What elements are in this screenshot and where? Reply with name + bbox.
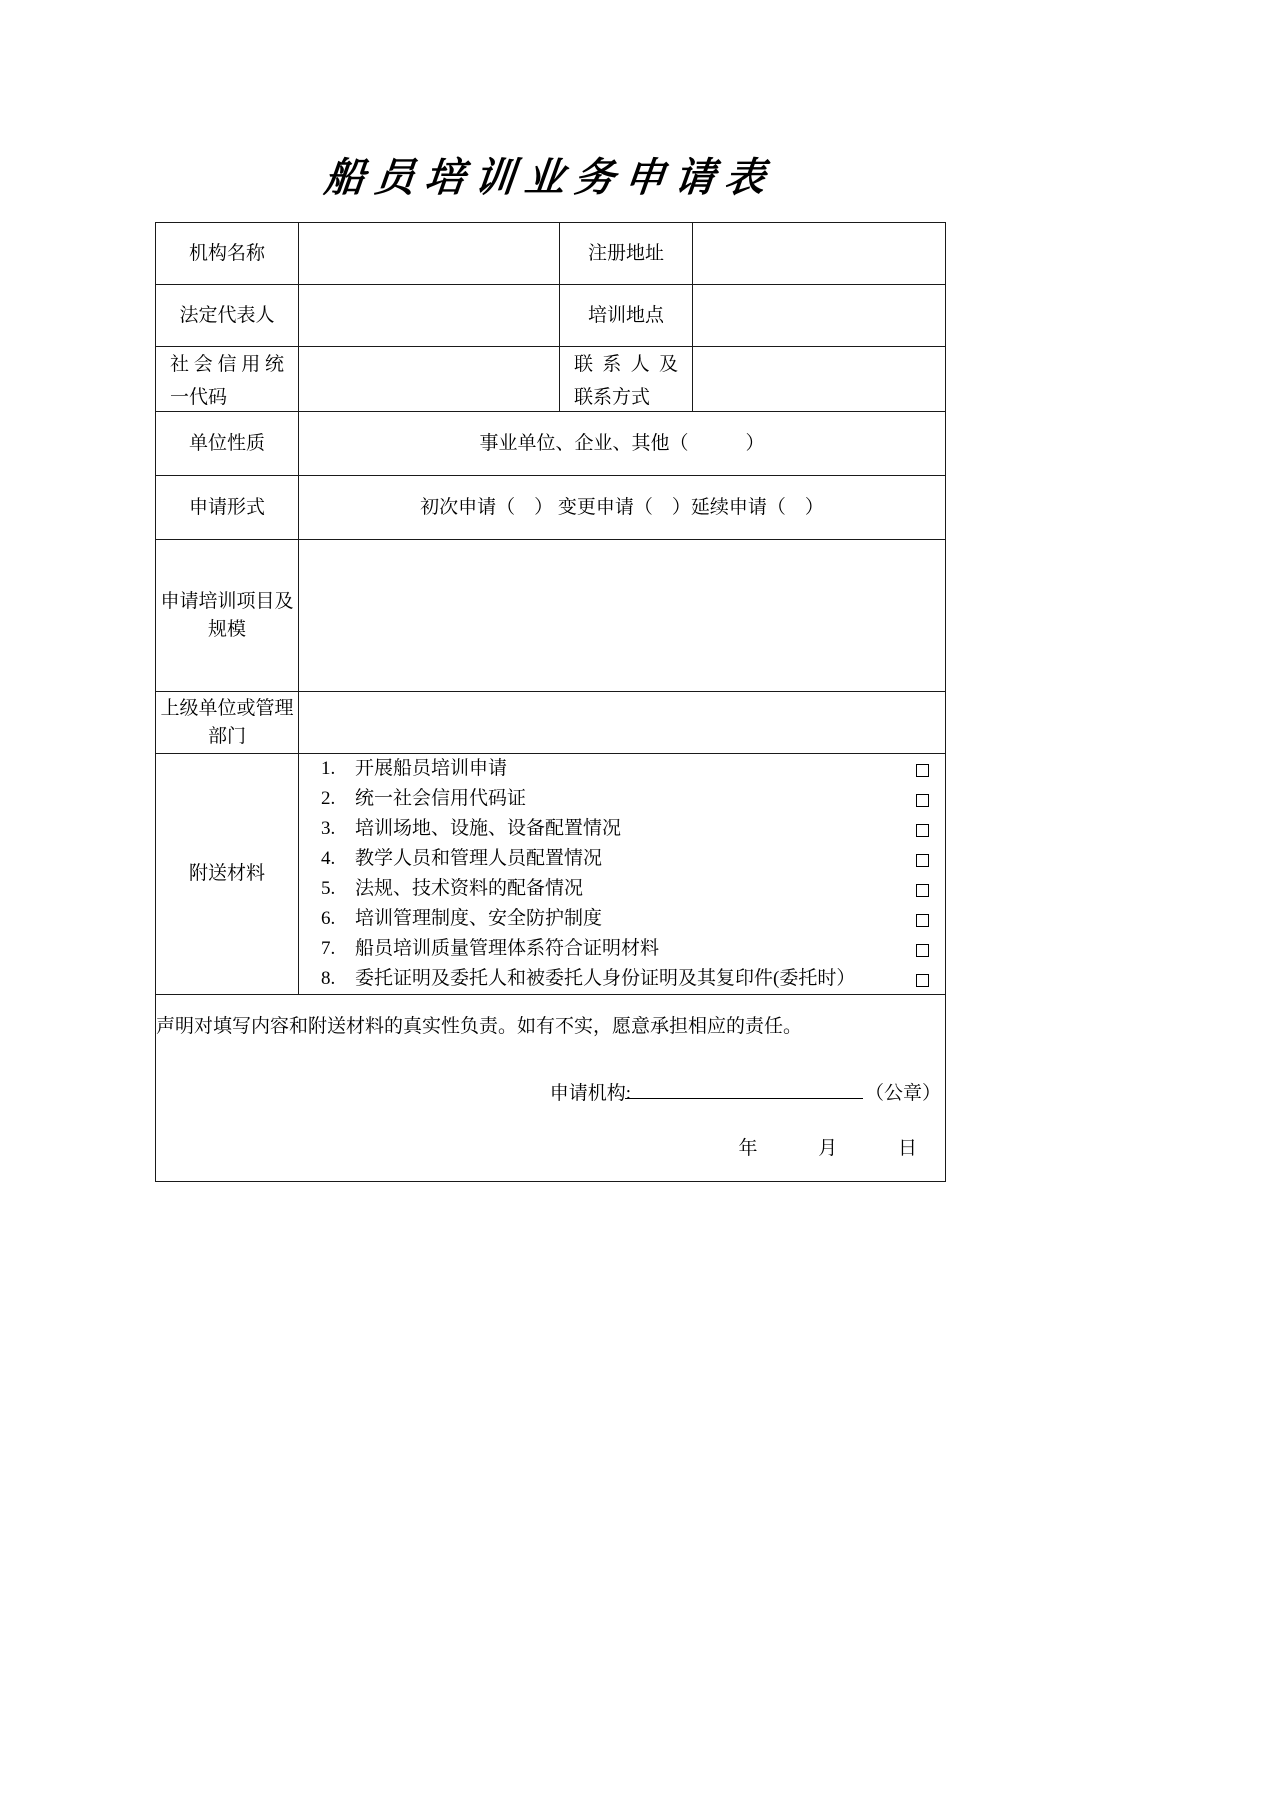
attachment-number: 2. — [321, 788, 336, 810]
field-label-training-location: 培训地点 — [560, 285, 693, 347]
checkbox-icon — [916, 944, 929, 957]
attachment-item — [299, 754, 945, 784]
attachment-checkbox[interactable] — [911, 934, 933, 964]
field-value-legal-representative[interactable] — [299, 285, 560, 347]
credit-code-line2: 一代码 — [170, 386, 228, 408]
attachment-checkbox[interactable] — [911, 844, 933, 874]
attachment-item — [299, 844, 945, 874]
attachments-cell — [299, 754, 946, 995]
checkbox-icon — [916, 794, 929, 807]
field-label-legal-representative: 法定代表人 — [156, 285, 299, 347]
attachment-item — [299, 964, 945, 994]
checkbox-icon — [916, 884, 929, 897]
attachment-number: 6. — [321, 908, 336, 930]
applicant-signature-line[interactable] — [625, 1081, 863, 1099]
field-value-training-project[interactable] — [299, 540, 946, 692]
attachment-item — [299, 814, 945, 844]
applicant-label: 申请机构: — [549, 1082, 631, 1104]
table-row — [156, 347, 946, 412]
official-seal-label: （公章） — [864, 1082, 941, 1104]
field-label-org-name: 机构名称 — [156, 223, 299, 285]
table-row — [156, 412, 946, 476]
attachment-item — [299, 874, 945, 904]
attachment-label: 培训管理制度、安全防护制度 — [355, 908, 603, 930]
attachment-checkbox[interactable] — [911, 964, 933, 994]
checkbox-icon — [916, 824, 929, 837]
credit-code-line1: 社会信用统 — [170, 354, 284, 375]
field-value-registered-address[interactable] — [693, 223, 946, 285]
field-label-application-type: 申请形式 — [156, 476, 299, 540]
field-label-registered-address: 注册地址 — [560, 223, 693, 285]
contact-line1: 联系人及 — [574, 354, 678, 375]
attachment-label: 委托证明及委托人和被委托人身份证明及其复印件(委托时） — [355, 968, 856, 990]
field-value-unit-nature[interactable]: 事业单位、企业、其他（ ） — [299, 412, 946, 476]
date-month-label: 月 — [818, 1138, 840, 1160]
field-label-credit-code — [156, 347, 299, 412]
table-row — [156, 476, 946, 540]
attachment-number: 3. — [321, 818, 336, 840]
attachment-label: 开展船员培训申请 — [355, 758, 508, 780]
field-label-contact — [560, 347, 693, 412]
table-row — [156, 223, 946, 285]
declaration-cell — [156, 995, 946, 1182]
attachment-item — [299, 934, 945, 964]
page-title: 船员培训业务申请表 — [322, 154, 778, 201]
attachment-number: 7. — [321, 938, 336, 960]
attachment-item — [299, 784, 945, 814]
date-year-label: 年 — [738, 1138, 760, 1160]
field-value-application-type[interactable]: 初次申请（ ） 变更申请（ ）延续申请（ ） — [299, 476, 946, 540]
field-value-training-location[interactable] — [693, 285, 946, 347]
attachment-checkbox[interactable] — [911, 874, 933, 904]
field-value-org-name[interactable] — [299, 223, 560, 285]
attachment-checkbox[interactable] — [911, 754, 933, 784]
date-row — [156, 1135, 945, 1163]
declaration-text: 声明对填写内容和附送材料的真实性负责。如有不实，愿意承担相应的责任。 — [156, 1016, 803, 1038]
attachment-number: 1. — [321, 758, 336, 780]
attachment-number: 4. — [321, 848, 336, 870]
attachment-item — [299, 904, 945, 934]
attachments-label: 附送材料 — [156, 754, 299, 995]
attachments-list — [299, 754, 945, 994]
date-day-label: 日 — [897, 1138, 919, 1160]
declaration-row — [156, 995, 946, 1182]
field-label-superior-unit: 上级单位或管理部门 — [156, 692, 299, 754]
field-label-training-project: 申请培训项目及规模 — [156, 540, 299, 692]
checkbox-icon — [916, 854, 929, 867]
checkbox-icon — [916, 914, 929, 927]
table-row — [156, 540, 946, 692]
checkbox-icon — [916, 764, 929, 777]
attachment-label: 统一社会信用代码证 — [355, 788, 527, 810]
signature-row — [156, 1080, 945, 1108]
field-value-superior-unit[interactable] — [299, 692, 946, 754]
application-form-table — [155, 222, 946, 1182]
checkbox-icon — [916, 974, 929, 987]
attachment-number: 8. — [321, 968, 336, 990]
attachment-label: 培训场地、设施、设备配置情况 — [355, 818, 622, 840]
attachment-label: 法规、技术资料的配备情况 — [355, 878, 584, 900]
attachment-number: 5. — [321, 878, 336, 900]
attachment-label: 船员培训质量管理体系符合证明材料 — [355, 938, 660, 960]
attachments-row — [156, 754, 946, 995]
field-label-unit-nature: 单位性质 — [156, 412, 299, 476]
table-row — [156, 692, 946, 754]
contact-line2: 联系方式 — [574, 386, 651, 408]
field-value-credit-code[interactable] — [299, 347, 560, 412]
field-value-contact[interactable] — [693, 347, 946, 412]
table-row — [156, 285, 946, 347]
attachment-checkbox[interactable] — [911, 784, 933, 814]
attachment-checkbox[interactable] — [911, 814, 933, 844]
attachment-checkbox[interactable] — [911, 904, 933, 934]
attachment-label: 教学人员和管理人员配置情况 — [355, 848, 603, 870]
